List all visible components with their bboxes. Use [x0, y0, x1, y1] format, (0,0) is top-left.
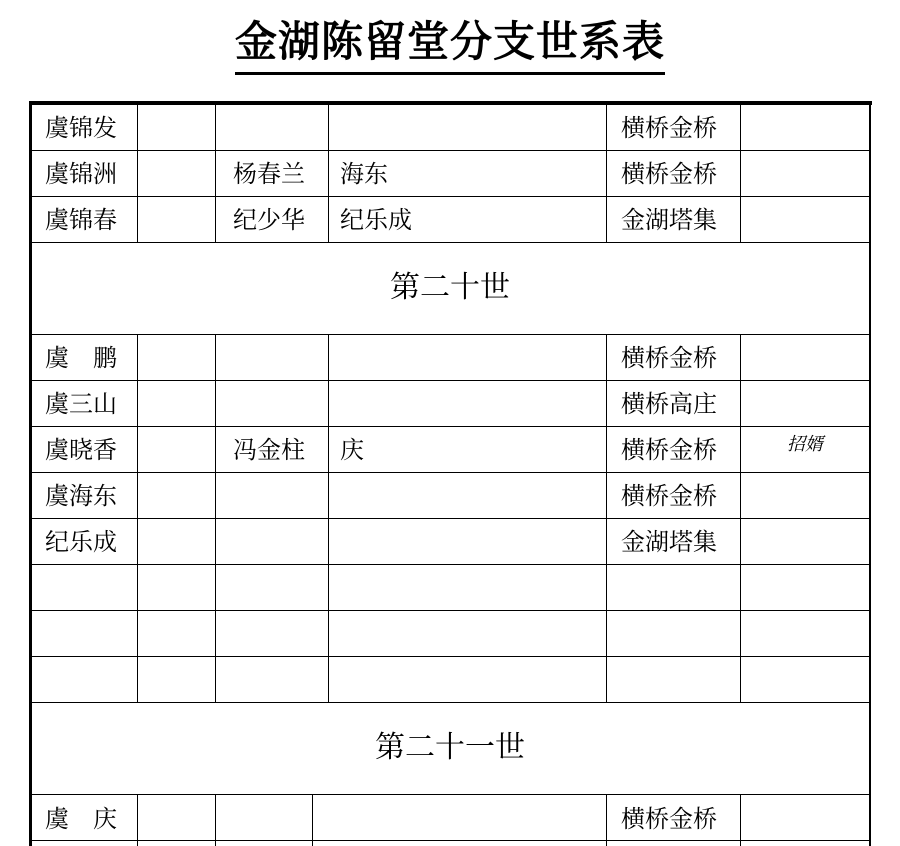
col2-cell — [138, 427, 214, 473]
note-cell — [741, 519, 869, 565]
col2-cell — [138, 611, 214, 657]
note-cell — [741, 335, 869, 381]
spouse-cell — [216, 796, 312, 842]
note-cell — [741, 473, 869, 519]
note-cell — [741, 105, 869, 151]
child-cell: 庆 — [340, 436, 364, 464]
spouse-cell — [216, 381, 328, 427]
row-divider — [30, 794, 870, 795]
col2-cell — [138, 796, 214, 842]
note-cell — [741, 796, 869, 842]
note-cell — [741, 611, 869, 657]
name-cell: 虞锦洲 — [45, 160, 117, 188]
note-cell — [741, 197, 869, 243]
spouse-cell — [216, 611, 328, 657]
col2-cell — [138, 519, 214, 565]
place-cell: 横桥金桥 — [621, 160, 717, 188]
col2-cell — [138, 381, 214, 427]
name-cell: 虞锦春 — [45, 206, 117, 234]
col2-cell — [138, 105, 214, 151]
child-cell — [329, 381, 606, 427]
note-cell: 招婿 — [787, 434, 823, 455]
name-cell: 虞锦发 — [45, 114, 117, 142]
col2-cell — [138, 565, 214, 611]
name-cell: 虞三山 — [45, 390, 117, 418]
table-right-border — [869, 101, 871, 846]
name-cell: 虞 鹏 — [45, 344, 117, 372]
col2-cell — [138, 197, 214, 243]
place-cell: 金湖塔集 — [621, 528, 717, 556]
name-cell — [31, 611, 137, 657]
place-cell: 横桥金桥 — [621, 482, 717, 510]
name-cell: 虞海东 — [45, 482, 117, 510]
child-cell — [329, 657, 606, 703]
spouse-cell — [216, 473, 328, 519]
name-cell — [31, 657, 137, 703]
child-cell — [329, 565, 606, 611]
spouse-cell: 冯金柱 — [233, 436, 305, 464]
col2-cell — [138, 657, 214, 703]
spouse-cell — [216, 565, 328, 611]
spouse-cell — [216, 105, 328, 151]
name-cell: 虞晓香 — [45, 436, 117, 464]
child-cell — [329, 335, 606, 381]
child-cell: 纪乐成 — [340, 206, 412, 234]
document-title — [0, 14, 900, 74]
child-cell — [329, 105, 606, 151]
note-cell — [741, 381, 869, 427]
spouse-cell — [216, 519, 328, 565]
place-cell: 横桥金桥 — [621, 436, 717, 464]
name-cell — [31, 565, 137, 611]
place-cell — [607, 611, 740, 657]
place-cell: 横桥高庄 — [621, 390, 717, 418]
child-cell — [329, 611, 606, 657]
place-cell: 横桥金桥 — [621, 805, 717, 833]
place-cell: 横桥金桥 — [621, 344, 717, 372]
spouse-cell — [216, 335, 328, 381]
col2-cell — [138, 473, 214, 519]
note-cell — [741, 565, 869, 611]
col2-cell — [138, 151, 214, 197]
place-cell: 金湖塔集 — [621, 206, 717, 234]
child-cell — [313, 796, 606, 842]
child-cell — [329, 473, 606, 519]
generation-heading-20: 第二十世 — [390, 270, 510, 305]
col2-cell — [138, 335, 214, 381]
child-cell: 海东 — [340, 160, 388, 188]
note-cell — [741, 151, 869, 197]
spouse-cell: 杨春兰 — [233, 160, 305, 188]
name-cell: 虞 庆 — [45, 805, 117, 833]
place-cell — [607, 565, 740, 611]
place-cell — [607, 657, 740, 703]
title-text: 金湖陈留堂分支世系表 — [235, 14, 665, 75]
note-cell — [741, 657, 869, 703]
spouse-cell — [216, 657, 328, 703]
place-cell: 横桥金桥 — [621, 114, 717, 142]
name-cell: 纪乐成 — [45, 528, 117, 556]
child-cell — [329, 519, 606, 565]
spouse-cell: 纪少华 — [233, 206, 305, 234]
generation-heading-21: 第二十一世 — [375, 730, 525, 765]
